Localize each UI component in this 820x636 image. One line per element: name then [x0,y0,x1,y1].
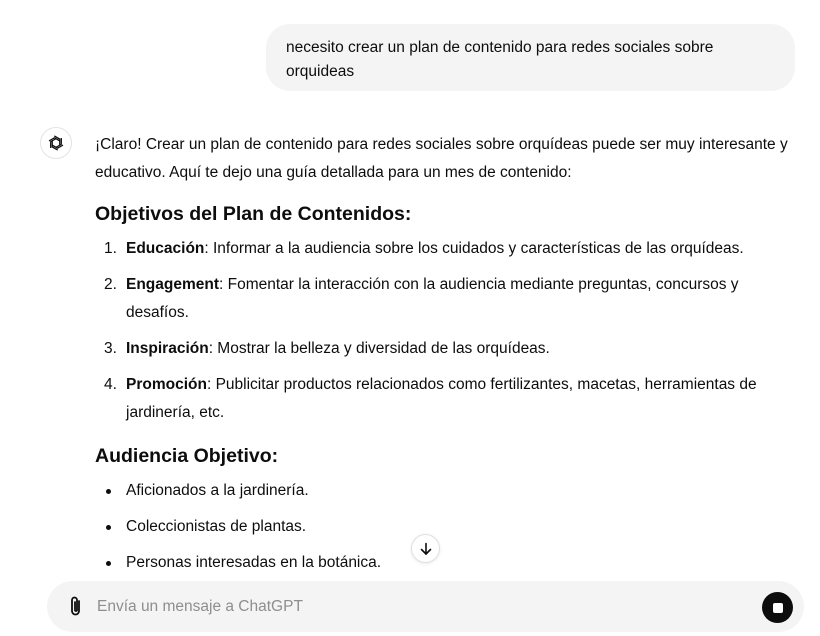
paperclip-icon[interactable] [65,595,87,619]
list-item [95,271,800,327]
message-composer [47,581,804,632]
assistant-intro: ¡Claro! Crear un plan de contenido para redes sociales sobre orquídeas puede ser muy interesante y educativo. Aquí te dejo una guía detallada para un mes de contenido: [95,136,788,181]
list-item: Personas interesadas en la botánica. [95,549,800,577]
list-term: Inspiración [126,340,209,357]
list-number: 2. [104,276,117,293]
objectives-list [95,235,800,427]
arrow-down-icon [419,542,433,556]
scroll-to-bottom-button[interactable] [411,534,440,563]
list-number: 4. [104,376,117,393]
audience-heading: Audiencia Objetivo: [95,445,279,467]
list-number: 3. [104,340,117,357]
stop-generating-button[interactable] [762,592,793,623]
list-text: : Mostrar la belleza y diversidad de las orquídeas. [208,340,550,357]
list-text: : Fomentar la interacción con la audiencia mediante preguntas, concursos y desafíos. [126,276,739,321]
stop-icon [773,603,783,613]
assistant-avatar [40,127,72,159]
list-number: 1. [104,240,117,257]
assistant-message [95,131,800,581]
openai-logo-icon [46,133,66,153]
list-text: : Publicitar productos relacionados como fertilizantes, macetas, herramientas de jardinería, etc. [126,376,757,421]
user-message-text: necesito crear un plan de contenido para redes sociales sobre orquideas [286,39,714,80]
objectives-heading: Objetivos del Plan de Contenidos: [95,203,412,225]
message-input[interactable] [97,593,737,621]
list-item [95,371,800,427]
list-term: Engagement [126,276,220,293]
audience-list [95,477,800,577]
list-term: Promoción [126,376,207,393]
user-message [266,24,795,91]
list-item [95,235,800,263]
list-item: Coleccionistas de plantas. [95,513,800,541]
list-item: Aficionados a la jardinería. [95,477,800,505]
list-text: : Informar a la audiencia sobre los cuidados y características de las orquídeas. [204,240,744,257]
list-term: Educación [126,240,205,257]
list-item [95,335,800,363]
